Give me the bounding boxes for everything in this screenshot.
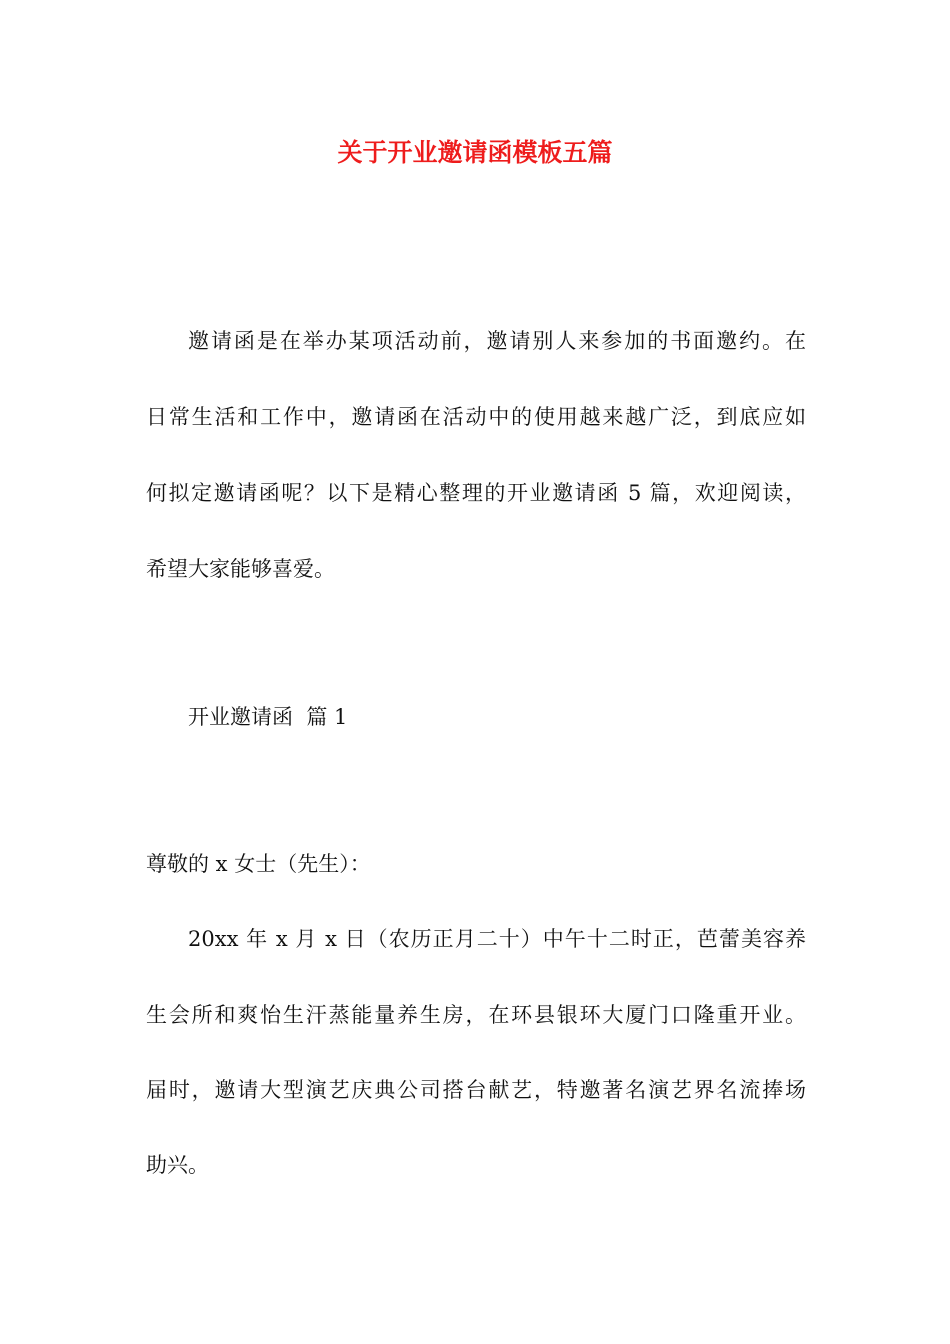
body-line-2: 生会所和爽怡生汗蒸能量养生房，在环县银环大厦门口隆重开业。 [146,1003,806,1027]
document-title: 关于开业邀请函模板五篇 [337,138,613,167]
body-line-3: 届时，邀请大型演艺庆典公司搭台献艺，特邀著名演艺界名流捧场 [146,1078,806,1102]
body-line-1: 20xx 年 x 月 x 日（农历正月二十）中午十二时正，芭蕾美容养 [188,927,806,951]
intro-line-4: 希望大家能够喜爱。 [146,557,335,581]
intro-line-3: 何拟定邀请函呢？以下是精心整理的开业邀请函 5 篇，欢迎阅读， [146,481,806,505]
section-heading: 开业邀请函 篇 1 [188,705,348,729]
intro-line-2: 日常生活和工作中，邀请函在活动中的使用越来越广泛，到底应如 [146,405,806,429]
salutation: 尊敬的 x 女士（先生）： [146,852,371,876]
intro-line-1: 邀请函是在举办某项活动前，邀请别人来参加的书面邀约。在 [188,329,806,353]
body-line-4: 助兴。 [146,1153,209,1177]
